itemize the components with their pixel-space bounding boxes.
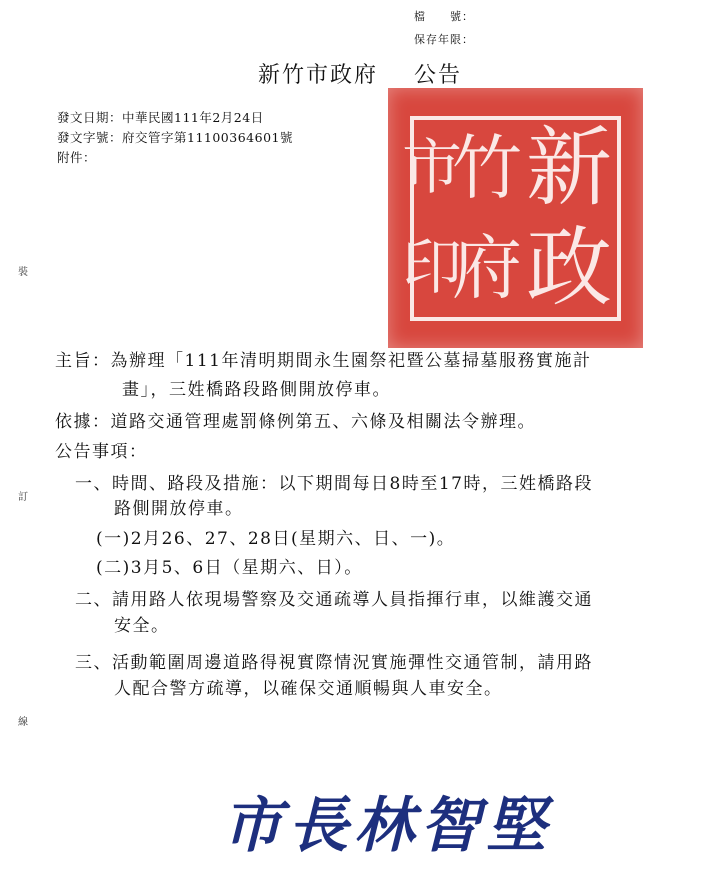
seal-char: 政 [526, 218, 612, 318]
binding-mark-top: 裝 [18, 267, 28, 278]
subject-line-1: 主旨：為辦理「111年清明期間永生園祭祀暨公墓掃墓服務實施計 [55, 351, 592, 371]
basis-line: 依據：道路交通管理處罰條例第五、六條及相關法令辦理。 [55, 412, 536, 432]
mayor-signature: 市長林智堅 [222, 791, 552, 861]
attachment-label: 附件： [57, 150, 97, 165]
item-1-line-1: 一、時間、路段及措施：以下期間每日8時至17時，三姓橋路段 [75, 474, 593, 494]
seal-char: 新 [526, 118, 612, 218]
retention-period-label: 保存年限： [414, 33, 474, 46]
page-title [258, 58, 462, 89]
item-3-line-1: 三、活動範圍周邊道路得視實際情況實施彈性交通管制，請用路 [75, 653, 593, 673]
item-1-subitem-1: (一)2月26、27、28日(星期六、日、一)。 [96, 529, 456, 549]
seal-char: 府 [452, 227, 522, 309]
item-2-line-2: 安全。 [114, 616, 170, 636]
issuing-organization: 新竹市政府 [258, 63, 379, 88]
binding-mark-middle: 訂 [18, 492, 28, 503]
seal-char: 竹 [452, 127, 522, 209]
binding-mark-bottom: 線 [18, 717, 28, 728]
item-1-subitem-2: (二)3月5、6日（星期六、日）。 [96, 558, 363, 578]
document-type: 公告 [414, 63, 463, 88]
subject-line-2: 畫」，三姓橋路段路側開放停車。 [122, 380, 391, 400]
item-3-line-2: 人配合警方疏導，以確保交通順暢與人車安全。 [114, 679, 503, 699]
official-seal-stamp [388, 88, 643, 348]
item-1-line-2: 路側開放停車。 [114, 499, 244, 519]
file-number-label: 檔 號： [414, 10, 474, 23]
item-2-line-1: 二、請用路人依現場警察及交通疏導人員指揮行車，以維護交通 [75, 590, 593, 610]
issue-date: 發文日期：中華民國111年2月24日 [57, 110, 264, 125]
reference-number: 發文字號：府交管字第11100364601號 [57, 130, 293, 145]
seal-char: 印 [402, 233, 462, 303]
seal-char: 市 [402, 133, 462, 203]
items-heading: 公告事項： [55, 442, 148, 462]
seal-border [402, 116, 621, 321]
